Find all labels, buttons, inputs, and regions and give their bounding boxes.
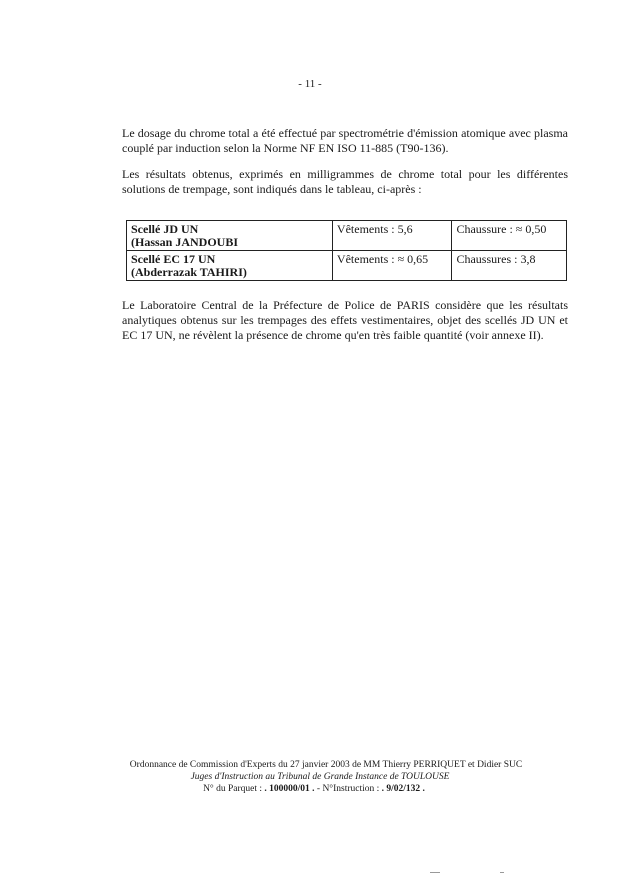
chaussures-cell: Chaussures : 3,8 xyxy=(452,251,567,281)
table-row xyxy=(127,221,567,251)
paragraph-results-intro: Les résultats obtenus, exprimés en milligrammes de chrome total pour les différentes solutions de trempage, sont indiqués dans le tableau, ci-après : xyxy=(122,167,568,196)
footer-references xyxy=(8,783,620,795)
vetements-cell: Vêtements : ≈ 0,65 xyxy=(332,251,452,281)
scelle-person: (Abderrazak TAHIRI) xyxy=(131,265,247,279)
footer-juges: Juges d'Instruction au Tribunal de Grande Instance de TOULOUSE xyxy=(190,772,450,782)
vetements-cell: Vêtements : 5,6 xyxy=(332,221,452,251)
page-number: - 11 - xyxy=(298,78,322,90)
paragraph-conclusion: Le Laboratoire Central de la Préfecture de Police de PARIS considère que les résultats analytiques obtenus sur les trempages des effets vestimentaires, objet des scellés JD UN et EC 17 UN, ne révèlent la présence de chrome qu'en très faible quantité (voir annexe II). xyxy=(122,298,568,342)
footer xyxy=(0,759,620,795)
table-row xyxy=(127,251,567,281)
results-table xyxy=(126,220,567,281)
scelle-label: Scellé JD UN xyxy=(131,222,199,236)
footer-ordonnance: Ordonnance de Commission d'Experts du 27 janvier 2003 de MM Thierry PERRIQUET et Didier SUC xyxy=(129,760,523,770)
scelle-cell xyxy=(127,251,333,281)
instruction-label: - N°Instruction : xyxy=(314,784,382,794)
instruction-number: . 9/02/132 . xyxy=(381,784,425,794)
parquet-label: N° du Parquet : xyxy=(203,784,265,794)
scan-artifact xyxy=(500,872,504,873)
scelle-label: Scellé EC 17 UN xyxy=(131,252,216,266)
scelle-cell xyxy=(127,221,333,251)
scan-artifact xyxy=(430,872,440,873)
chaussures-cell: Chaussure : ≈ 0,50 xyxy=(452,221,567,251)
parquet-number: . 100000/01 . xyxy=(264,784,315,794)
scelle-person: (Hassan JANDOUBI xyxy=(131,235,239,249)
paragraph-chrome-dosage: Le dosage du chrome total a été effectué par spectrométrie d'émission atomique avec plasma couplé par induction selon la Norme NF EN ISO 11-885 (T90-136). xyxy=(122,126,568,155)
